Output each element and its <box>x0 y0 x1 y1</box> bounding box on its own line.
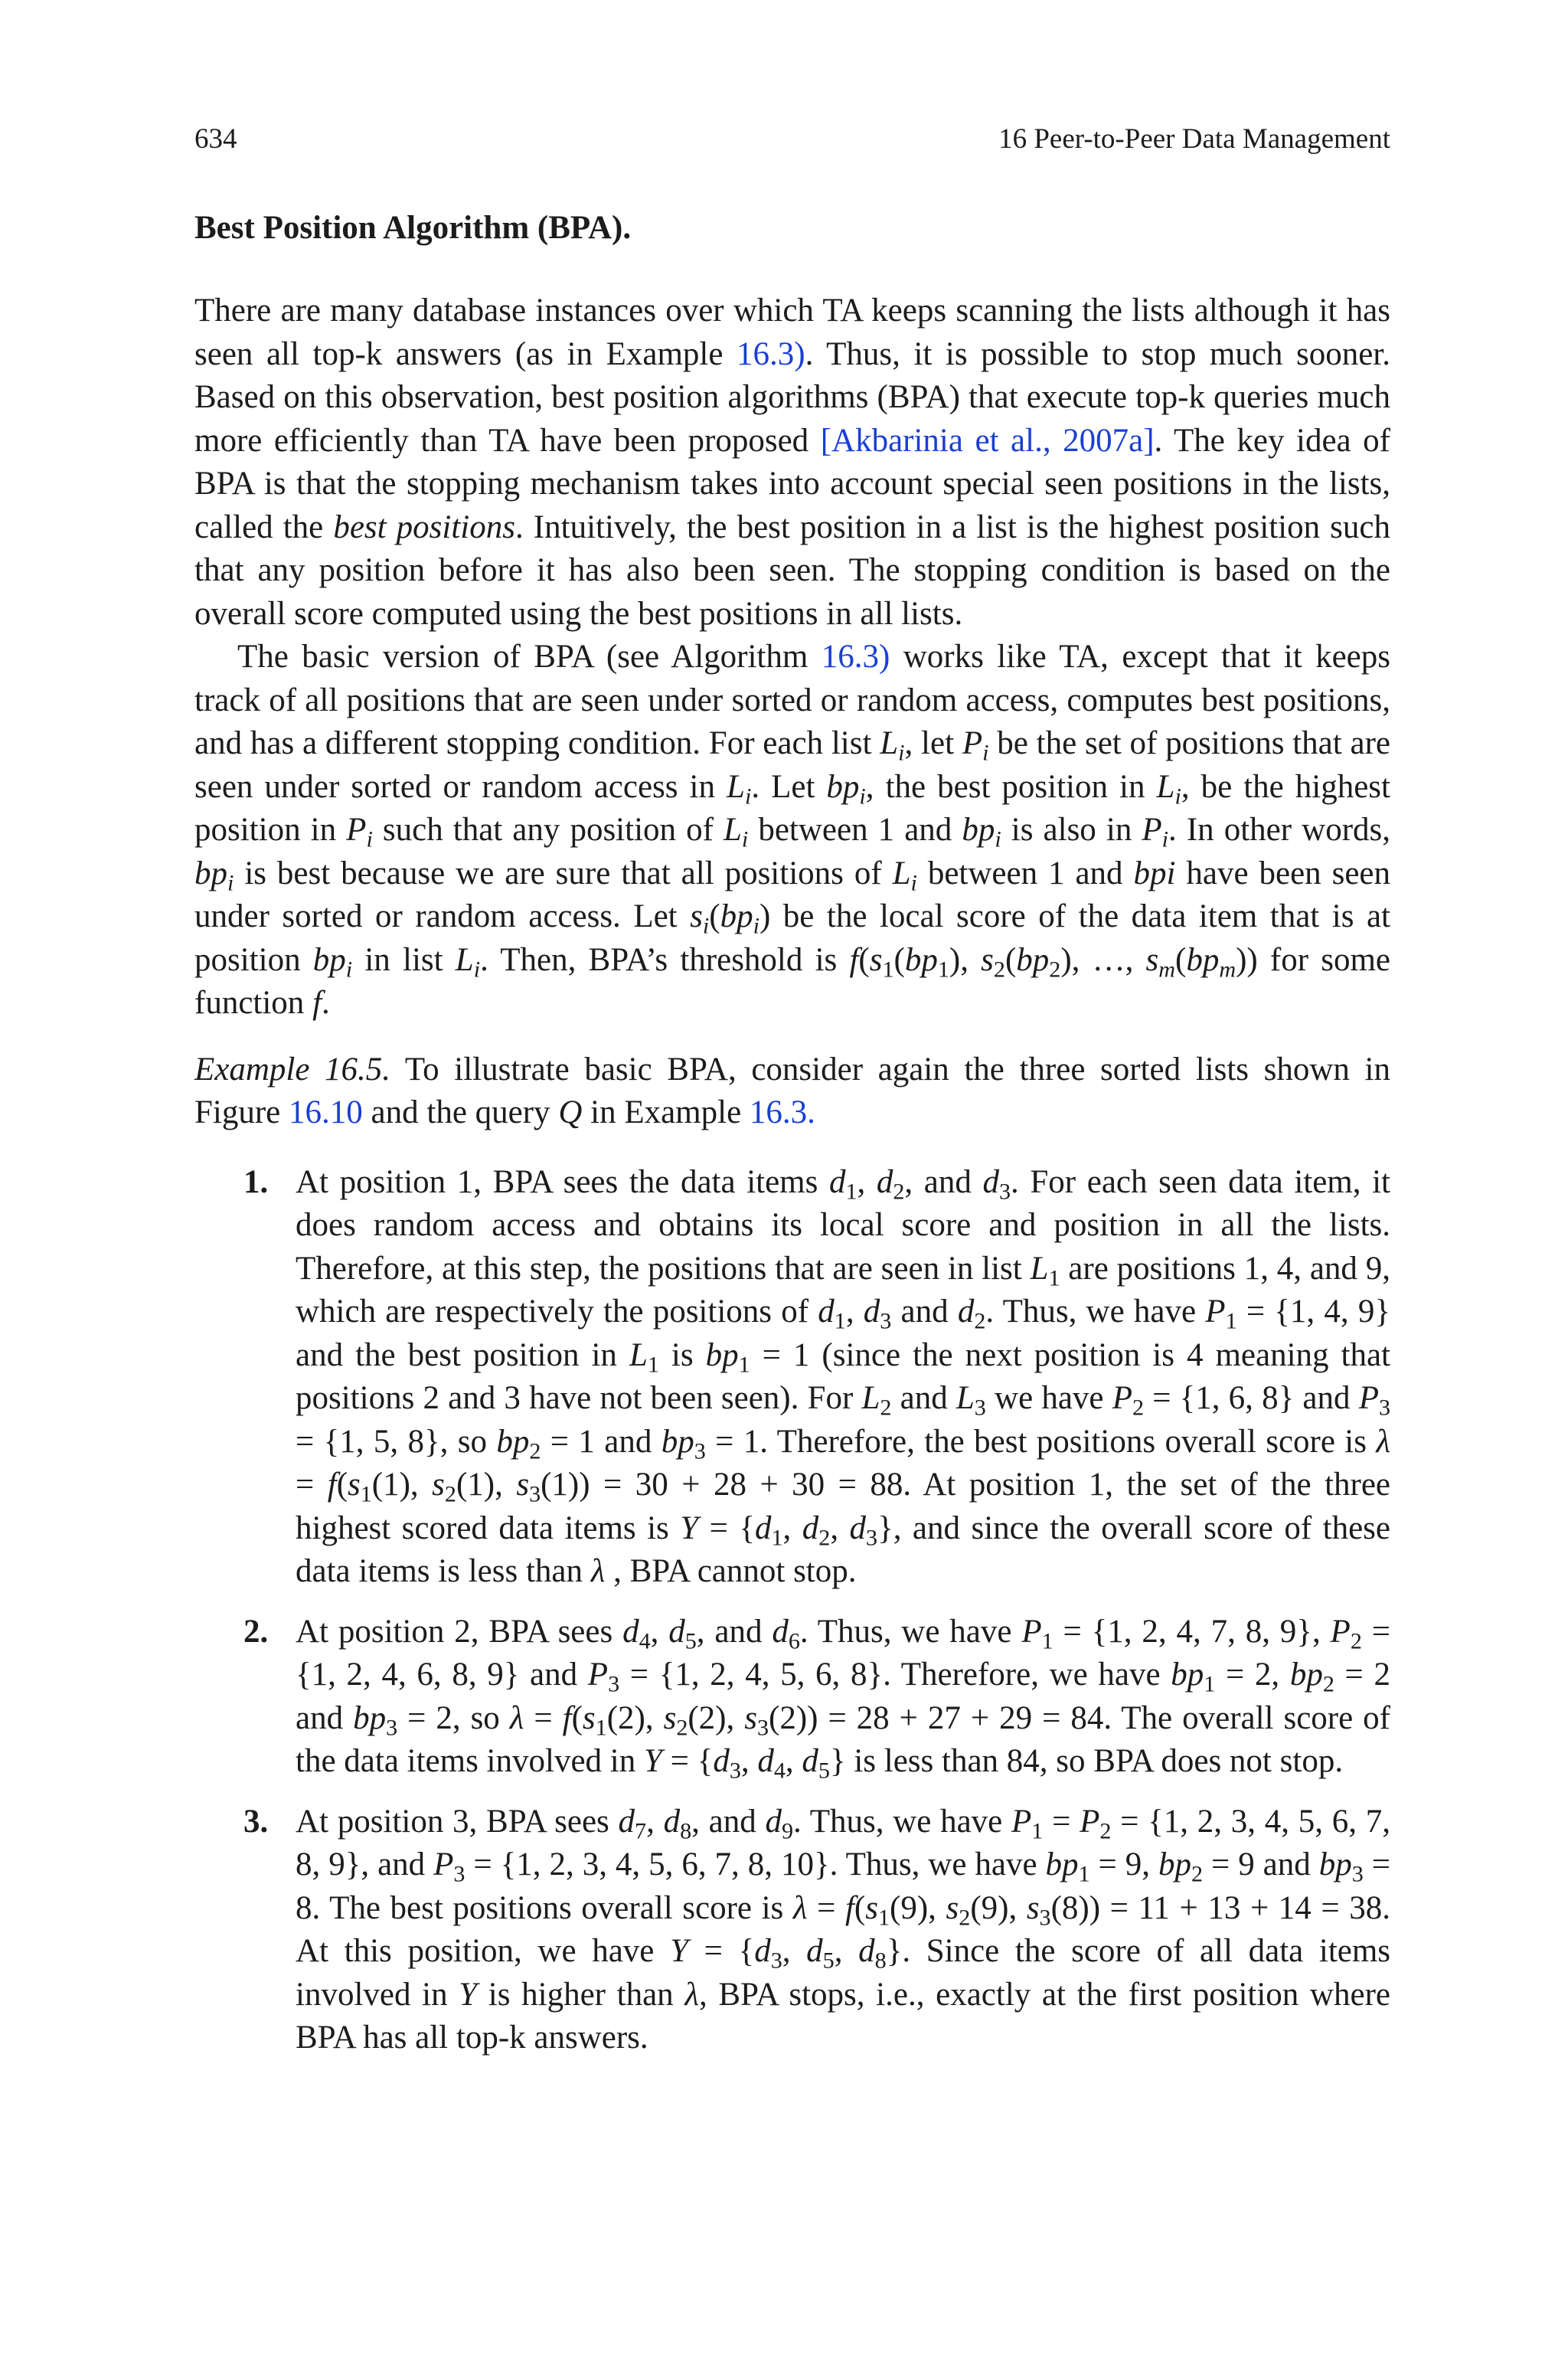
page <box>194 115 1390 2077</box>
example-16-5: Example 16.5. To illustrate basic BPA, consider again the three sorted lists shown in Figure 16.10 and the query Q in Example 16.3. <box>194 1051 1390 1130</box>
paragraph-intro <box>194 289 1390 636</box>
text-run: . Intuitively, the best position in a list is the highest position such that any position before it has also been seen. The stopping condition is based on the overall score computed using the best positions in all lists. <box>194 509 1390 632</box>
link-figure-16-10[interactable]: 16.10 <box>289 1094 363 1130</box>
term-best-positions: best positions <box>333 509 515 545</box>
list-item-number: 1. <box>243 1163 269 1200</box>
text-run: in Example <box>582 1094 750 1130</box>
link-example-16-3[interactable]: 16.3) <box>737 335 805 372</box>
text-run: . Thus, it is possible to stop much sooner. Based on this observation, best position algorithms (BPA) that execute top-k queries much more efficiently than TA have been proposed <box>194 335 1391 459</box>
link-algorithm-16-3[interactable]: 16.3) <box>821 639 890 675</box>
example-label: Example 16.5. <box>194 1051 391 1088</box>
page-number: 634 <box>194 123 237 155</box>
running-title: 16 Peer-to-Peer Data Management <box>998 123 1390 155</box>
link-citation-akbarinia[interactable]: [Akbarinia et al., 2007a] <box>820 422 1155 459</box>
list-item-text: At position 2, BPA sees $d_4$, $d_5$, and $d_6$. Thus, we have $P_1 = \{1$, 2, 4, 7, 8, 9}, $P_2 = \{1$, 2, 4, 6, 8, 9} and $P_3 = \{1$, 2, 4, 5, 6, 8}. Therefore, we have $bp_1 = 2$, $bp_2 = 2$ and $bp_3 = 2$, so $\lambda = f(s_1(2)$, $s_2(2)$, $s_3(2)) = 28 + 27 + 29 = 84$. The overall score of the data items involved in $Y = \{d_3$, $d_4$, $d_5$} is less than 84, so BPA does not stop. <box>296 1613 1391 1784</box>
list-item <box>194 1611 1390 1784</box>
page-header <box>194 115 1390 161</box>
text-run: The basic version of BPA (see Algorithm <box>237 639 822 675</box>
paragraph-basic-bpa: The basic version of BPA (see Algorithm 16.3) works like TA, except that it keeps track of all positions that are seen under sorted or random access, computes best positions, and has a different stopping condition. For each list $L_i$, let $P_i$ be the set of positions that are seen under sorted or random access in $L_i$. Let $bp_i$, the best position in $L_i$, be the highest position in $P_i$ such that any position of $L_i$ between 1 and $bp_i$ is also in $P_i$. In other words, $bp_i$ is best because we are sure that all positions of $L_i$ between 1 and bpi have been seen under sorted or random access. Let $s_i(bp_i)$ be the local score of the data item that is at position $bp_i$ in list $L_i$. Then, BPA’s threshold is $f(s_1(bp_1)$, $s_2(bp_2)$, …, $s_m(bp_m)$) for some function f. <box>194 639 1391 1021</box>
text-run: works like TA, except that it keeps track of all positions that are seen under sorted or random access, computes best positions, and has a different stopping condition. For each list <box>194 639 1391 761</box>
text-run: and the query <box>362 1094 559 1130</box>
list-item-number: 2. <box>243 1613 269 1650</box>
steps-list <box>194 1161 1390 2060</box>
section-heading: Best Position Algorithm (BPA). <box>194 210 632 246</box>
list-item-text: At position 1, BPA sees the data items $d_1$, $d_2$, and $d_3$. For each seen data item, it does random access and obtains its local score and position in all the lists. Therefore, at this step, the positions that are seen in list $L_1$ are positions 1, 4, and 9, which are respectively the positions of $d_1$, $d_3$ and $d_2$. Thus, we have $P_1 = \{1$, 4, 9} and the best position in $L_1$ is $bp_1 = 1$ (since the next position is 4 meaning that positions 2 and 3 have not been seen). For $L_2$ and $L_3$ we have $P_2 = \{1$, 6, 8} and $P_3 = \{1$, 5, 8}, so $bp_2 = 1$ and $bp_3 = 1$. Therefore, the best positions overall score is $\lambda = f(s_1(1)$, $s_2(1)$, $s_3(1)) = 30 + 28 + 30 = 88$. At position 1, the set of the three highest scored data items is $Y = \{d_1$, $d_2$, $d_3$}, and since the overall score of these data items is less than λ , BPA cannot stop. <box>296 1163 1391 1589</box>
list-item-text: At position 3, BPA sees $d_7$, $d_8$, and $d_9$. Thus, we have $P_1 = P_2 = \{1$, 2, 3, 4, 5, 6, 7, 8, 9}, and $P_3 = \{1$, 2, 3, 4, 5, 6, 7, 8, 10}. Thus, we have $bp_1 = 9$, $bp_2 = 9$ and $bp_3 = 8$. The best positions overall score is $\lambda = f(s_1(9)$, $s_2(9)$, $s_3(8)) = 11 + 13 + 14 = 38$. At this position, we have $Y = \{d_3$, $d_5$, $d_8$}. Since the score of all data items involved in Y is higher than λ, BPA stops, i.e., exactly at the first position where BPA has all top-k answers. <box>296 1803 1391 2056</box>
list-item <box>194 1161 1390 1594</box>
link-example-16-3b[interactable]: 16.3. <box>749 1094 815 1130</box>
text-run: There are many database instances over which TA keeps scanning the lists although it has seen all top-k answers (as in Example <box>194 293 1390 372</box>
text-run: To illustrate basic BPA, consider again the three sorted lists shown in Figure <box>194 1051 1390 1130</box>
text-run: . The key idea of BPA is that the stopping mechanism takes into account special seen positions in the lists, called the <box>194 422 1390 545</box>
list-item <box>194 1801 1390 2060</box>
list-item-number: 3. <box>243 1803 269 1840</box>
